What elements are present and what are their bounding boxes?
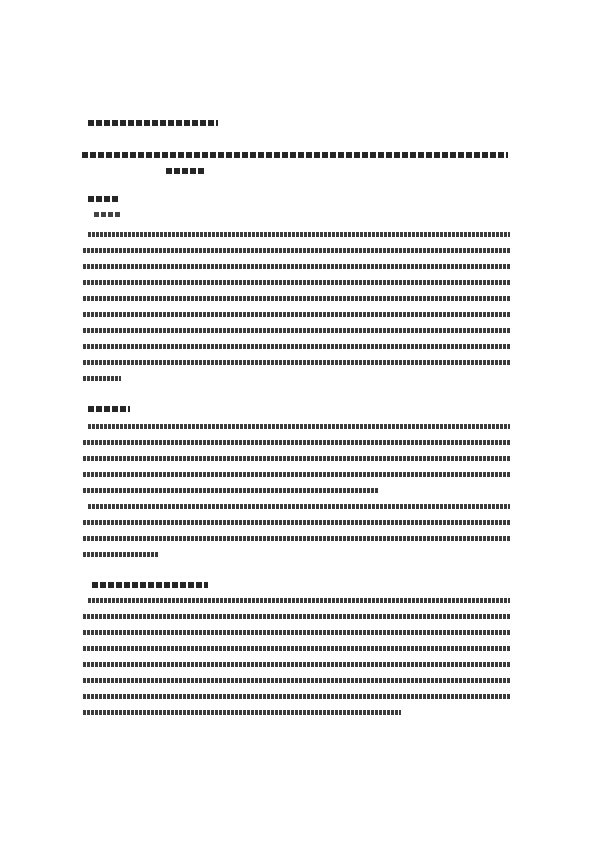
- paragraph-line: [83, 296, 510, 301]
- paragraph-line: [88, 424, 510, 429]
- document-title-line-2: [166, 168, 206, 174]
- section-1-subheading: [94, 212, 122, 217]
- paragraph-line: [83, 552, 159, 557]
- paragraph-line: [83, 536, 510, 541]
- paragraph-line: [83, 646, 510, 651]
- paragraph-line: [83, 344, 510, 349]
- document-header: [88, 120, 218, 126]
- paragraph-line: [83, 520, 510, 525]
- paragraph-line: [83, 710, 401, 715]
- section-1-heading: [88, 196, 120, 202]
- section-3-heading: [92, 582, 208, 588]
- paragraph-line: [83, 678, 510, 683]
- paragraph-line: [88, 504, 510, 509]
- paragraph-line: [83, 248, 510, 253]
- paragraph-line: [83, 280, 510, 285]
- document-title-line-1: [82, 152, 508, 158]
- paragraph-line: [83, 488, 379, 493]
- paragraph-line: [83, 376, 121, 381]
- paragraph-line: [83, 360, 510, 365]
- paragraph-line: [83, 694, 510, 699]
- paragraph-line: [83, 456, 510, 461]
- paragraph-line: [83, 614, 510, 619]
- paragraph-line: [83, 440, 510, 445]
- paragraph-line: [83, 328, 510, 333]
- paragraph-line: [83, 312, 510, 317]
- section-2-heading: [88, 406, 130, 412]
- paragraph-line: [88, 598, 510, 603]
- paragraph-line: [83, 630, 510, 635]
- paragraph-line: [83, 472, 510, 477]
- paragraph-line: [83, 662, 510, 667]
- paragraph-line: [88, 232, 510, 237]
- paragraph-line: [83, 264, 510, 269]
